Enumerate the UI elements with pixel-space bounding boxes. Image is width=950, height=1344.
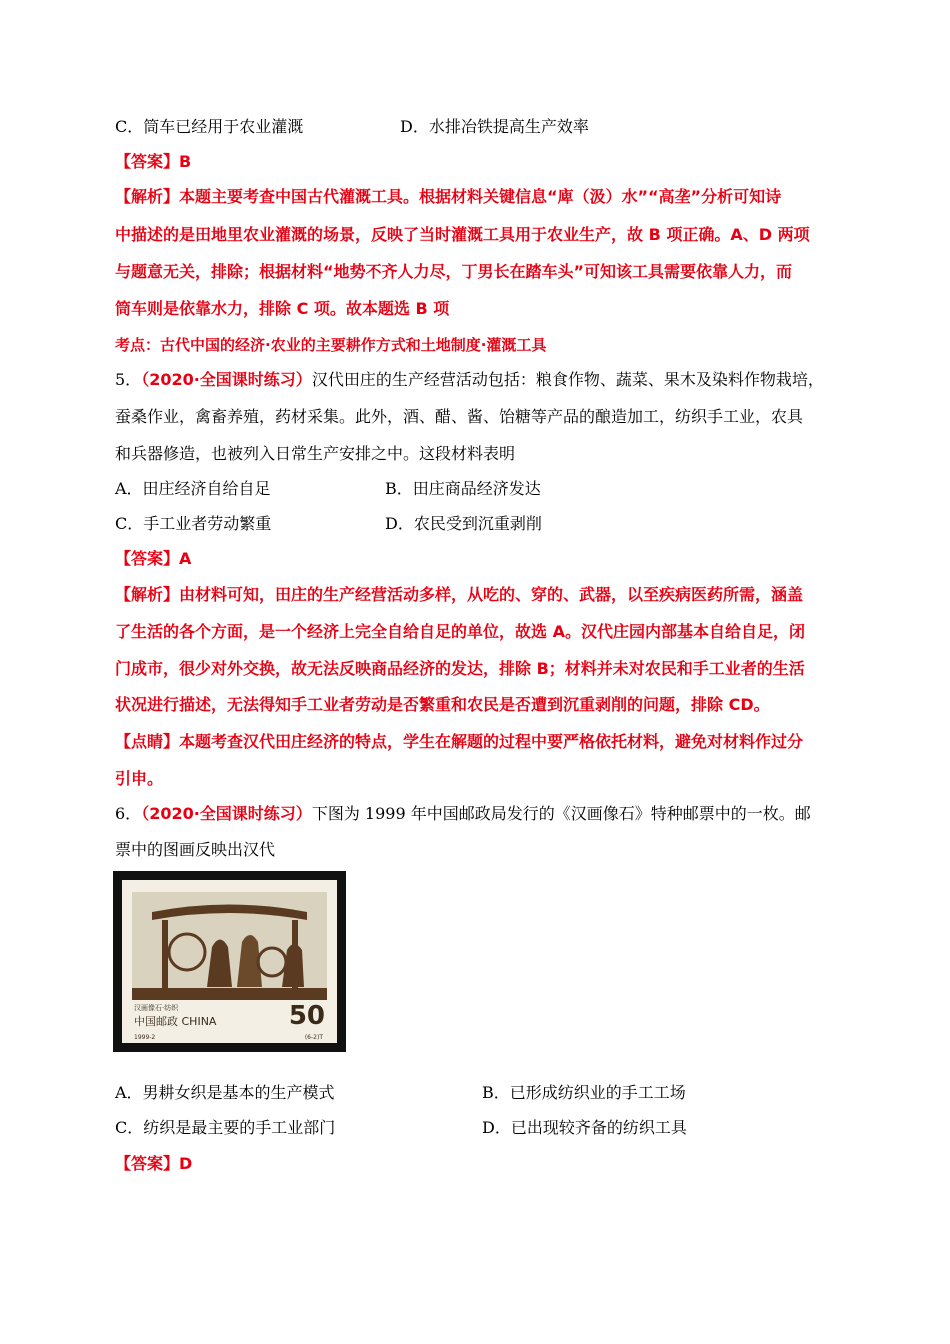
q5-option-d: D．农民受到沉重剥削 <box>385 514 542 533</box>
q4-analysis-line: 中描述的是田地里农业灌溉的场景，反映了当时灌溉工具用于农业生产，故 B 项正确。A、D 两项 <box>115 225 810 244</box>
stamp-image <box>113 871 346 1052</box>
q5-analysis-line: 门成市，很少对外交换，故无法反映商品经济的发达，排除 B；材料并未对农民和手工业者的生活 <box>115 659 805 678</box>
q5-analysis-line: 【解析】由材料可知，田庄的生产经营活动多样，从吃的、穿的、武器，以至疾病医药所需，涵盖 <box>115 585 804 604</box>
q6-stem-line-1 <box>115 803 811 825</box>
q4-analysis-line: 筒车则是依靠水力，排除 C 项。故本题选 B 项 <box>115 299 450 318</box>
q5-answer: 【答案】A <box>115 549 192 568</box>
q5-number: 5． <box>115 370 142 389</box>
q5-stem-line: 和兵器修造，也被列入日常生产安排之中。这段材料表明 <box>115 444 516 463</box>
q5-stem: 汉代田庄的生产经营活动包括：粮食作物、蔬菜、果木及染料作物栽培， <box>311 370 824 389</box>
q5-source: （2020·全国课时练习） <box>141 370 312 389</box>
stamp-paper <box>122 880 337 1043</box>
q6-option-a: A．男耕女织是基本的生产模式 <box>115 1083 335 1102</box>
q5-option-a: A．田庄经济自给自足 <box>115 479 271 498</box>
weaving-scene-picture <box>132 892 327 1000</box>
q5-analysis-line: 状况进行描述，无法得知手工业者劳动是否繁重和农民是否遭到沉重剥削的问题，排除 CD。 <box>115 695 770 714</box>
q5-option-b: B．田庄商品经济发达 <box>385 479 541 498</box>
q4-option-d: D．水排冶铁提高生产效率 <box>400 117 589 136</box>
q6-option-d: D．已出现较齐备的纺织工具 <box>482 1118 687 1137</box>
q5-dianjing-line: 【点睛】本题考查汉代田庄经济的特点，学生在解题的过程中要严格依托材料，避免对材料作过分 <box>115 732 804 751</box>
q5-analysis-line: 了生活的各个方面，是一个经济上完全自给自足的单位，故选 A。汉代庄园内部基本自给自足，闭 <box>115 622 805 641</box>
q4-option-c: C．筒车已经用于农业灌溉 <box>115 117 304 136</box>
q5-dianjing-line: 引申。 <box>115 769 164 788</box>
q5-stem-line-1 <box>115 369 824 391</box>
q6-stem-line: 票中的图画反映出汉代 <box>115 840 276 859</box>
q6-source: （2020·全国课时练习） <box>141 804 312 823</box>
q4-kaodian: 考点：古代中国的经济·农业的主要耕作方式和土地制度·灌溉工具 <box>115 336 547 354</box>
q4-answer: 【答案】B <box>115 152 192 171</box>
q6-option-c: C．纺织是最主要的手工业部门 <box>115 1118 336 1137</box>
stamp-value: 50 <box>288 1001 325 1031</box>
q5-stem-line: 蚕桑作业，禽畜养殖，药材采集。此外，酒、醋、酱、饴糖等产品的酿造加工，纺织手工业，农具 <box>115 407 804 426</box>
stamp-subtitle: 汉画像石·纺织 <box>134 1004 179 1012</box>
q5-option-c: C．手工业者劳动繁重 <box>115 514 272 533</box>
q6-number: 6． <box>115 804 142 823</box>
q6-stem: 下图为 1999 年中国邮政局发行的《汉画像石》特种邮票中的一枚。邮 <box>311 804 811 823</box>
stamp-code: 1999-2 <box>134 1034 156 1041</box>
stamp-country: 中国邮政 CHINA <box>134 1015 217 1028</box>
stamp-code-2: (6-2)T <box>304 1034 323 1041</box>
q4-analysis-line: 与题意无关，排除；根据材料“地势不齐人力尽，丁男长在踏车头”可知该工具需要依靠人力，而 <box>115 262 793 281</box>
q4-analysis-line: 【解析】本题主要考查中国古代灌溉工具。根据材料关键信息“庳（汲）水”“高垄”分析可知诗 <box>115 187 782 206</box>
q6-answer: 【答案】D <box>115 1154 193 1173</box>
q6-option-b: B．已形成纺织业的手工工场 <box>482 1083 686 1102</box>
